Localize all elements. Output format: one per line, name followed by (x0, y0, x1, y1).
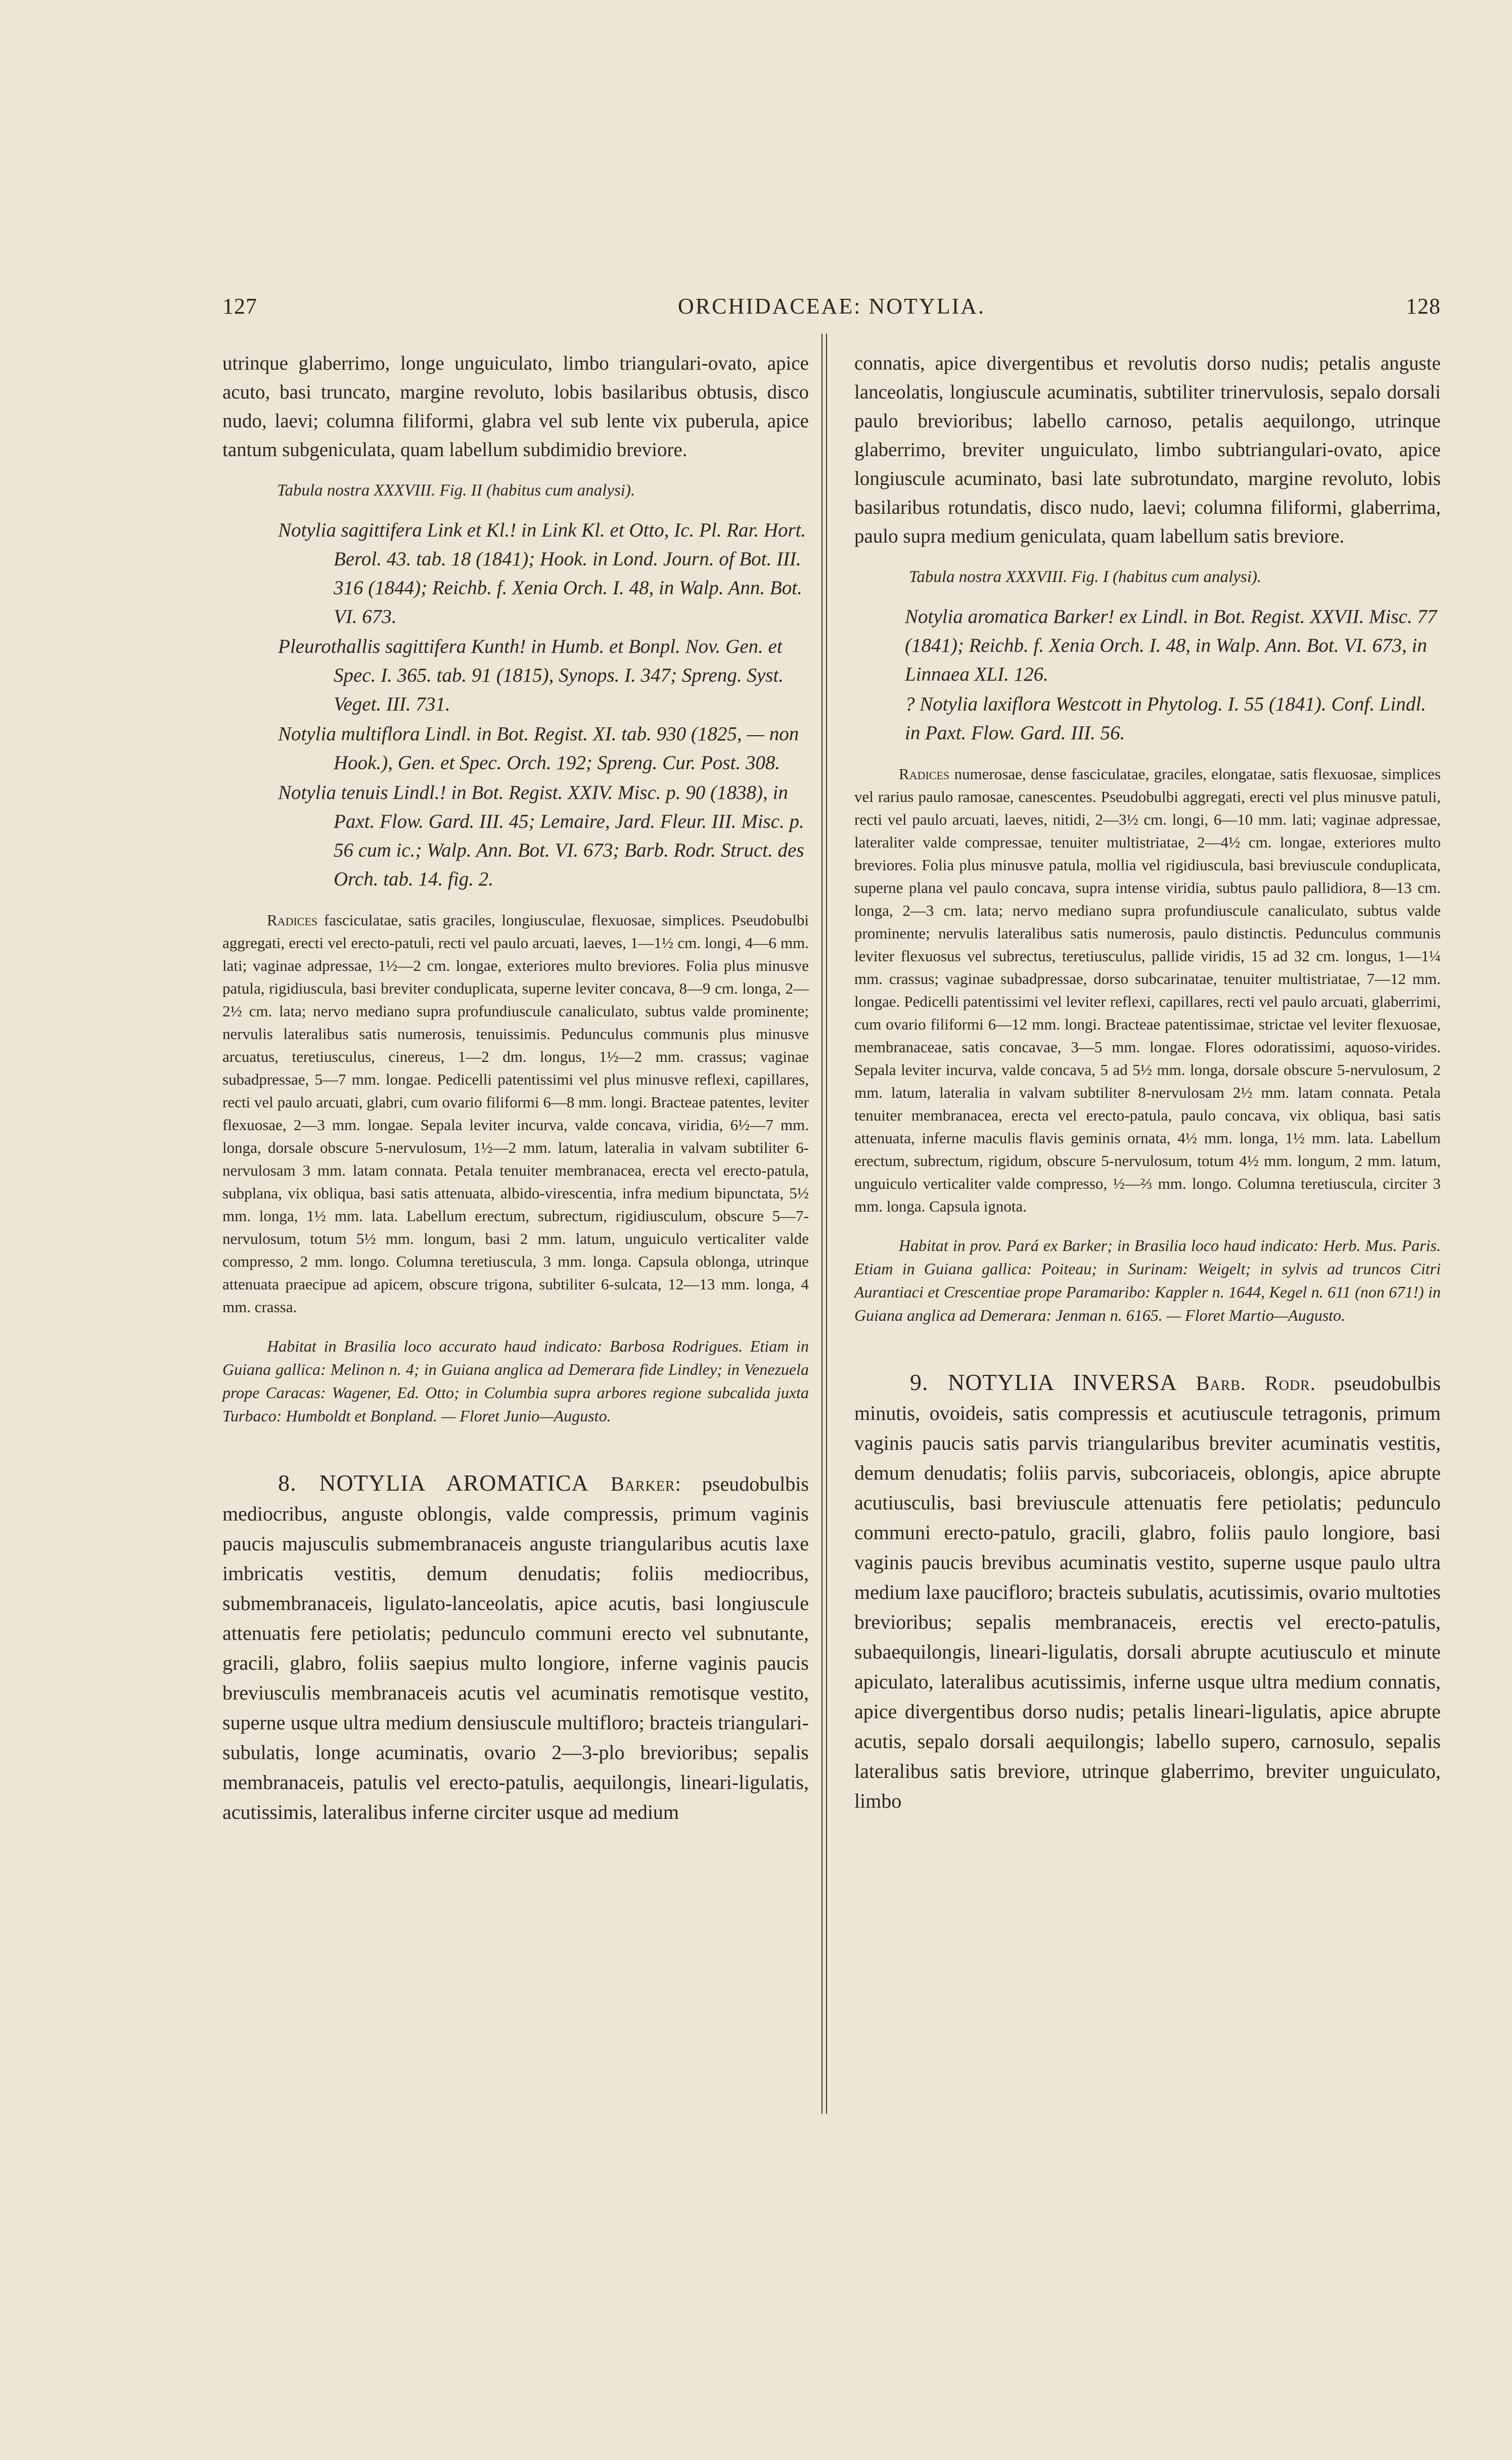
description-paragraph (222, 909, 809, 1318)
species-author: Barker (588, 1472, 675, 1495)
synonymy (222, 516, 809, 893)
species-name: NOTYLIA INVERSA (948, 1369, 1177, 1395)
synonym-entry: Notylia multiflora Lindl. in Bot. Regist. XI. tab. 930 (1825, — non Hook.), Gen. et Spec. Orch. 192; Spreng. Cur. Post. 308. (278, 723, 799, 774)
species-name: NOTYLIA AROMATICA (319, 1470, 589, 1496)
synonym-entry: Pleurothallis sagittifera Kunth! in Humb. et Bonpl. Nov. Gen. et Spec. I. 365. tab. 91 (1815), Synops. I. 347; Spreng. Syst. Veget. III. 731. (278, 636, 784, 715)
species-diagnosis: pseudobulbis minutis, ovoideis, satis compressis et acutiuscule tetragonis, primum vaginis paucis satis parvis triangularibus breviter acuminatis vestitis, demum denudatis; foliis parvis, subcoriaceis, oblongis, apice abrupte acutiusculis, basi breviuscule attenuatis fere petiolatis; pedunculo communi erecto-patulo, gracili, glabro, foliis paulo longiore, basi vaginis paucis brevibus acuminatis vestito, superne usque paulo ultra medium laxe paucifloro; bracteis subulatis, acutissimis, ovario multoties brevioribus; sepalis membranaceis, erectis vel erecto-patulis, subaequilongis, lineari-ligulatis, dorsali abrupte acutiusculo et minute apiculato, lateralibus acutissimis, inferne usque ultra medium connatis, apice divergentibus dorso nudis; petalis lineari-ligulatis, apice abrupte acutis, sepalo dorsali aequilongis; labello supero, carnosulo, sepalis lateralibus satis breviore, utrinque glaberrimo, breviter unguiculato, limbo (854, 1372, 1441, 1812)
species-entry-9 (854, 1367, 1441, 1816)
synonym-entry: Notylia aromatica Barker! ex Lindl. in Bot. Regist. XXVII. Misc. 77 (1841); Reichb. f. Xenia Orch. I. 48, in Walp. Ann. Bot. VI. 673, in Linnaea XLI. 126. (905, 606, 1437, 685)
synonym-entry: Notylia sagittifera Link et Kl.! in Link Kl. et Otto, Ic. Pl. Rar. Hort. Berol. 43. tab. 18 (1841); Hook. in Lond. Journ. of Bot. III. 316 (1844); Reichb. f. Xenia Orch. I. 48, in Walp. Ann. Bot. VI. 673. (278, 519, 806, 628)
intro-paragraph: connatis, apice divergentibus et revolutis dorso nudis; petalis anguste lanceolatis, longiuscule acuminatis, subtiliter trinervulosis, sepalo dorsali paulo brevioribus; labello carnoso, petalis aequilongo, utrinque glaberrimo, breviter unguiculato, limbo subtriangulari-ovato, apice longiuscule acuminato, basi late subrotundato, margine revoluto, lobis basilaribus rotundatis, disco nudo, laevi; columna filiformi, glaberrima, paulo supra medium geniculata, quam labellum satis breviore. (854, 352, 1441, 547)
synonymy (854, 602, 1441, 747)
species-diagnosis: : pseudobulbis mediocribus, anguste oblongis, valde compressis, primum vaginis paucis majusculis submembranaceis anguste triangularibus acutis laxe imbricatis vestitis, demum denudatis; foliis mediocribus, submembranaceis, ligulato-lanceolatis, apice acutis, basi longiuscule attenuatis fere petiolatis; pedunculo communi erecto vel subnutante, gracili, glabro, foliis saepius multo longiore, inferne vaginis paucis breviusculis membranaceis acutis vel acuminatis remotisque vestito, superne usque ultra medium densiuscule multifloro; bracteis triangulari-subulatis, longe acuminatis, ovario 2—3-plo brevioribus; sepalis membranaceis, patulis vel erecto-patulis, aequilongis, lineari-ligulatis, acutissimis, lateralibus inferne circiter usque ad medium (222, 1472, 809, 1823)
species-entry-8 (222, 1468, 809, 1827)
description-lead: Radices (267, 911, 318, 929)
habitat-paragraph: Habitat in Brasilia loco accurato haud indicato: Barbosa Rodrigues. Etiam in Guiana gallica: Melinon n. 4; in Guiana anglica ad Demerara fide Lindley; in Venezuela prope Caracas: Wagener, Ed. Otto; in Columbia supra arbores regione subcalida juxta Turbaco: Humboldt et Bonpland. — Floret Junio—Augusto. (222, 1337, 809, 1425)
synonym-entry: Notylia tenuis Lindl.! in Bot. Regist. XXIV. Misc. p. 90 (1838), in Paxt. Flow. Gard. III. 45; Lemaire, Jard. Fleur. III. Misc. p. 56 cum ic.; Walp. Ann. Bot. VI. 673; Barb. Rodr. Struct. des Orch. tab. 14. fig. 2. (278, 782, 804, 890)
running-header (222, 293, 1441, 329)
plate-reference: Tabula nostra XXXVIII. Fig. II (habitus cum analysi). (277, 481, 635, 500)
intro-paragraph: utrinque glaberrimo, longe unguiculato, limbo triangulari-ovato, apice acuto, basi truncato, margine revoluto, lobis basilaribus obtusis, disco nudo, laevi; columna filiformi, glabra vel sub lente vix puberula, apice tantum subgeniculata, quam labellum subdimidio breviore. (222, 352, 809, 461)
page-number-left: 127 (222, 294, 257, 319)
description-text: fasciculatae, satis graciles, longiusculae, flexuosae, simplices. Pseudobulbi aggregati, erecti vel erecto-patuli, recti vel paulo arcuati, laeves, 1—1½ cm. longi, 4—6 mm. lati; vaginae adpressae, 1½—2 cm. longae, exteriores multo breviores. Folia plus minusve patula, rigidiuscula, basi breviter conduplicata, superne leviter concava, 8—9 cm. longa, 2—2½ cm. lata; nervo mediano supra profundiuscule canaliculato, subtus valde prominente; nervulis lateralibus satis numerosis, tenuissimis. Pedunculus communis plus minusve arcuatus, teretiusculus, cinereus, 1—2 dm. longus, 1½—2 mm. crassus; vaginae subadpressae, 5—7 mm. longae. Pedicelli patentissimi vel plus minusve reflexi, capillares, recti vel paulo arcuati, glabri, cum ovario filiformi 6—8 mm. longi. Bracteae patentes, leviter flexuosae, 2—3 mm. longae. Sepala leviter incurva, valde concava, viridia, 6½—7 mm. longa, dorsale obscure 5-nervulosum, 1½—2 mm. latum, lateralia in valvam subtiliter 6-nervulosam 3 mm. latam connata. Petala tenuiter membranacea, erecta vel erecto-patula, subplana, vix obliqua, basi satis attenuata, albido-virescentia, infra medium bipunctata, 5½ mm. longa, 1½ mm. lata. Labellum erectum, subrectum, rigidiusculum, obscure 5—7-nervulosum, totum 5½ mm. longum, basi 2 mm. latum, unguiculo verticaliter valde compresso, 2 mm. longo. Columna teretiuscula, 3 mm. longa. Capsula oblonga, utrinque attenuata praecipue ad apicem, obscure trigona, subtiliter 6-sulcata, 12—13 mm. longa, 4 mm. crassa. (222, 911, 809, 1316)
plate-reference: Tabula nostra XXXVIII. Fig. I (habitus cum analysi). (909, 568, 1262, 586)
synonym-entry: ? Notylia laxiflora Westcott in Phytolog. I. 55 (1841). Conf. Lindl. in Paxt. Flow. Gard. III. 56. (905, 693, 1426, 744)
description-text: numerosae, dense fasciculatae, graciles, elongatae, satis flexuosae, simplices vel rarius paulo ramosae, canescentes. Pseudobulbi aggregati, erecti vel plus minusve patuli, recti vel paulo arcuati, laeves, nitidi, 2—3½ cm. longi, 6—10 mm. lati; vaginae adpressae, lateraliter valde compressae, tenuiter multistriatae, 2—4½ cm. longae, exteriores multo breviores. Folia plus minusve patula, mollia vel rigidiuscula, basi breviuscule conduplicata, superne plana vel paulo concava, supra intense viridia, subtus paulo pallidiora, 8—13 cm. longa, 2—3 cm. lata; nervo mediano supra profundiuscule canaliculato, subtus valde prominente; nervulis lateralibus satis numerosis, paulo distinctis. Pedunculus communis leviter flexuosus vel subrectus, teretiusculus, pallide viridis, 15 ad 32 cm. longus, 1—1¼ mm. crassus; vaginae subadpressae, dorso subcarinatae, tenuiter multistriatae, 7—12 mm. longae. Pedicelli patentissimi vel leviter reflexi, capillares, recti vel paulo arcuati, glaberrimi, cum ovario filiformi 6—12 mm. longi. Bracteae patentissimae, strictae vel leviter flexuosae, membranaceae, satis concavae, 3—5 mm. longae. Flores odoratissimi, aquoso-virides. Sepala leviter incurva, valde concava, 5 ad 5½ mm. longa, dorsale obscure 5-nervulosum, 2 mm. latum, lateralia in valvam subtiliter 8-nervulosam 2½ mm. latam connata. Petala tenuiter membranacea, erecta vel erecto-patula, paulo concava, vix obliqua, basi satis attenuata, inferne maculis flavis geminis ornata, 4½ mm. longa, 1½ mm. lata. Labellum erectum, subrectum, rigidum, obscure 5-nervulosum, totum 4½ mm. longum, 2 mm. latum, unguiculo verticaliter valde compresso, ½—⅔ mm. longo. Columna teretiuscula, circiter 3 mm. longa. Capsula ignota. (854, 765, 1441, 1215)
species-number: 8. (278, 1470, 319, 1496)
description-lead: Radices (899, 765, 950, 783)
description-paragraph (854, 763, 1441, 1218)
running-title: ORCHIDACEAE: NOTYLIA. (677, 294, 986, 319)
page-number-right: 128 (1406, 294, 1441, 319)
left-column (222, 349, 809, 1827)
habitat-paragraph: Habitat in prov. Pará ex Barker; in Brasilia loco haud indicato: Herb. Mus. Paris. Etiam in Guiana gallica: Poiteau; in Surinam: Weigelt; in sylvis ad truncos Citri Aurantiaci et Crescentiae prope Paramaribo: Kappler n. 1644, Kegel n. 611 (non 671!) in Guiana anglica ad Demerara: Jenman n. 6165. — Floret Martio—Augusto. (854, 1236, 1441, 1324)
species-number: 9. (910, 1369, 948, 1395)
column-divider (821, 334, 827, 2114)
species-author: Barb. Rodr. (1177, 1372, 1316, 1395)
right-column (854, 349, 1441, 1816)
